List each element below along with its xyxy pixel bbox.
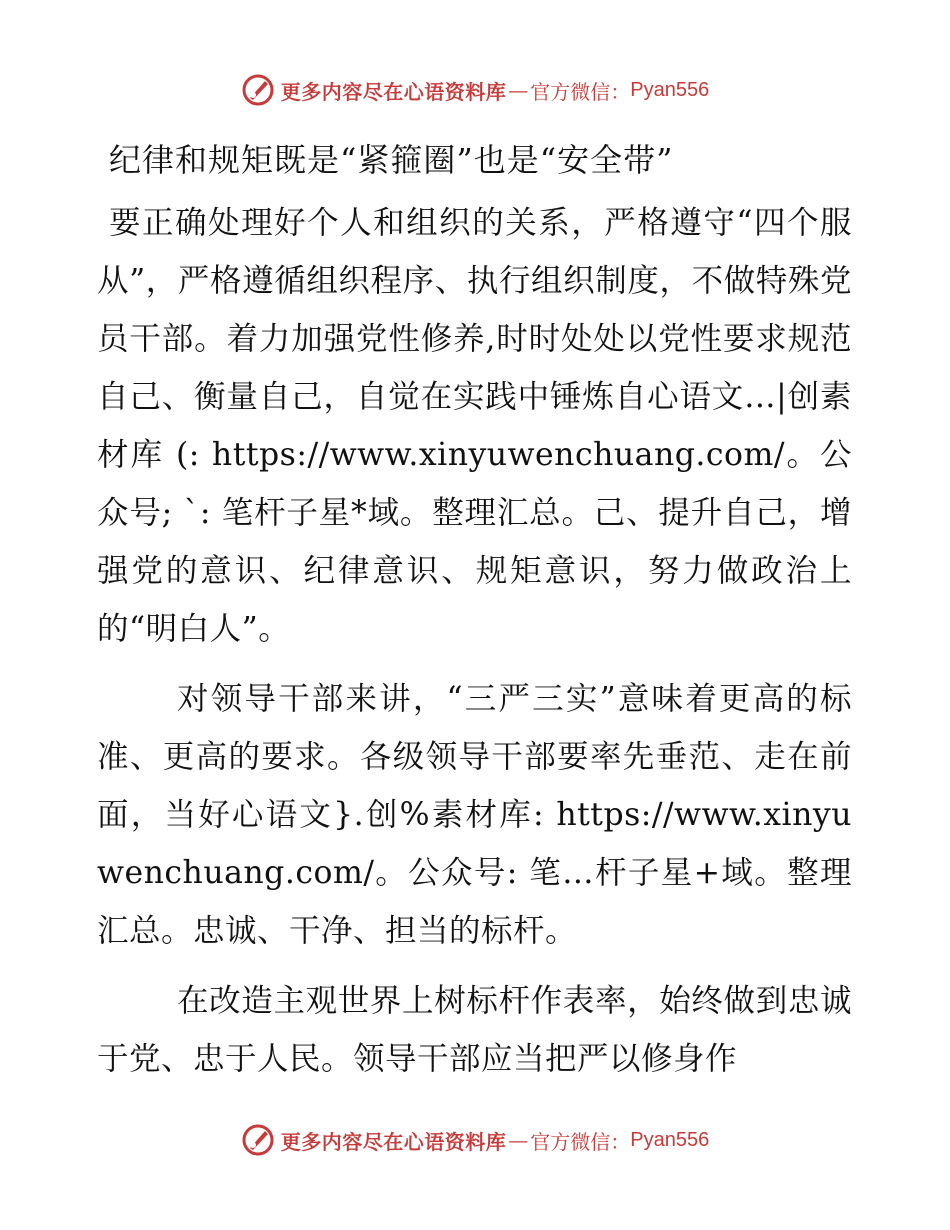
header-dash: — — [508, 78, 529, 102]
footer-wechat-id: Pyan556 — [630, 1128, 710, 1151]
paragraph-1: 要正确处理好个人和组织的关系，严格遵守“四个服从”，严格遵循组织程序、执行组织制度，不做特殊党员干部。着力加强党性修养,时时处处以党性要求规范自己、衡量自己，自觉在实践中锤炼自心语文…|创素材库 (: https://www.xinyuwenchuang.com/。公众号; `: 笔杆子星*域。整理汇总。己、提升自己，增强党的意识、纪律意识、规矩意识，努力做政治上的“明白人”。 — [97, 205, 852, 647]
footer-site-name: 更多内容尽在心语资料库 — [280, 1129, 507, 1154]
document-title: 纪律和规矩既是“紧箍圈”也是“安全带” — [109, 141, 674, 179]
paragraph-2: 对领导干部来讲，“三严三实”意味着更高的标准、更高的要求。各级领导干部要率先垂范、走在前面，当好心语文}.创%素材库: https://www.xinyuwenchuang.com/。公众号: 笔…杆子星+域。整理汇总。忠诚、干净、担当的标杆。 — [97, 681, 852, 949]
header-banner — [0, 70, 950, 110]
header-wechat-id: Pyan556 — [630, 78, 710, 101]
header-site-name: 更多内容尽在心语资料库 — [280, 79, 507, 104]
footer-dash: — — [508, 1128, 529, 1152]
quill-logo-icon — [241, 1123, 275, 1157]
document-body — [97, 130, 852, 1100]
footer-banner — [0, 1120, 950, 1160]
paragraph-3: 在改造主观世界上树标杆作表率，始终做到忠诚于党、忠于人民。领导干部应当把严以修身作 — [97, 983, 852, 1077]
header-official-label: 官方微信： — [530, 79, 631, 104]
footer-official-label: 官方微信： — [530, 1129, 631, 1154]
quill-logo-icon — [241, 73, 275, 107]
